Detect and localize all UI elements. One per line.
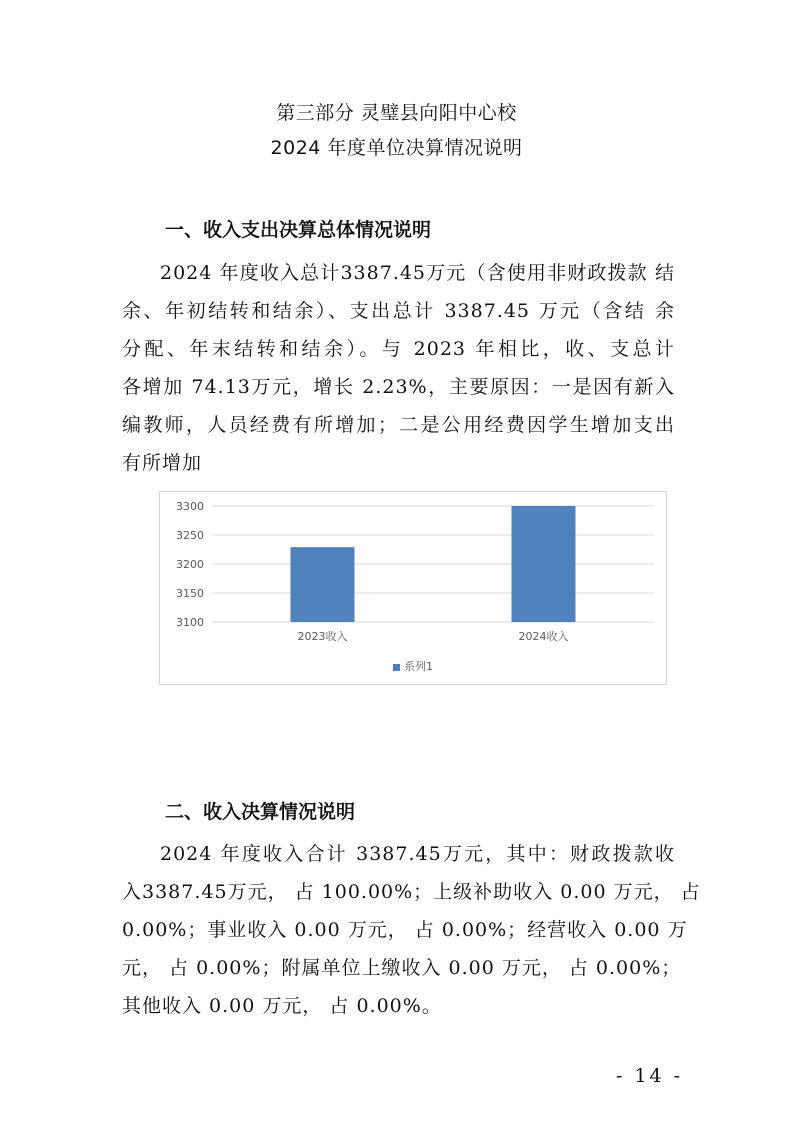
income-bar-chart [159, 491, 667, 685]
section2-line: 0.00%；事业收入 0.00 万元， 占 0.00%；经营收入 0.00 万 [122, 919, 688, 941]
section2-paragraph [122, 835, 701, 1025]
section2-line: 元， 占 0.00%；附属单位上缴收入 0.00 万元， 占 0.00%； [122, 957, 682, 979]
page-title-line2: 2024 年度单位决算情况说明 [270, 137, 523, 159]
section1-line: 余、年初结转和结余）、支出总计 3387.45 万元（含结 余 [122, 300, 675, 322]
bar [291, 547, 355, 622]
x-tick-label: 2023收入 [297, 630, 348, 643]
section2-line: 其他收入 0.00 万元， 占 0.00%。 [122, 995, 442, 1017]
chart-plot [160, 492, 666, 684]
section2-line: 2024 年度收入合计 3387.45万元，其中：财政拨款收 [160, 843, 675, 865]
chart-legend [160, 658, 666, 674]
y-tick-label: 3300 [176, 500, 204, 513]
legend-swatch [393, 664, 400, 671]
section1-paragraph [122, 254, 675, 482]
bar [512, 506, 576, 622]
section1-line: 分配、年末结转和结余）。与 2023 年相比，收、支总计 [122, 338, 675, 360]
y-tick-label: 3200 [176, 558, 204, 571]
section1-heading: 一、收入支出决算总体情况说明 [165, 219, 432, 241]
legend-label: 系列1 [404, 660, 433, 673]
section2-line: 入3387.45万元， 占 100.00%；上级补助收入 0.00 万元， 占 [122, 881, 701, 903]
section1-line: 有所增加 [122, 452, 203, 474]
section1-line: 2024 年度收入总计3387.45万元（含使用非财政拨款 结 [160, 262, 675, 284]
y-tick-label: 3250 [176, 529, 204, 542]
section1-line: 各增加 74.13万元，增长 2.23%，主要原因：一是因有新入 [122, 376, 675, 398]
y-tick-label: 3150 [176, 587, 204, 600]
y-tick-label: 3100 [176, 616, 204, 629]
page-title-line1: 第三部分 灵璧县向阳中心校 [276, 102, 517, 124]
section1-line: 编教师，人员经费有所增加；二是公用经费因学生增加支出 [122, 414, 675, 436]
page-number: - 14 - [616, 1065, 684, 1087]
x-tick-label: 2024收入 [518, 630, 569, 643]
section2-heading: 二、收入决算情况说明 [165, 801, 356, 823]
